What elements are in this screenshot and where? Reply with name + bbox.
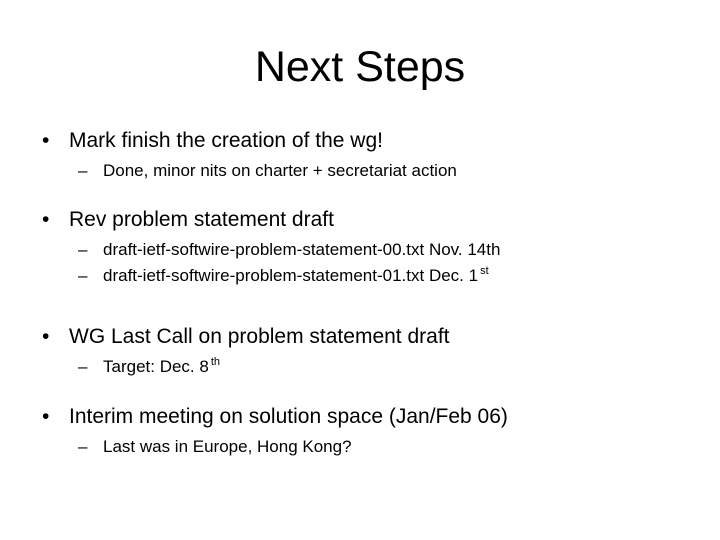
sub-text: Last was in Europe, Hong Kong? <box>103 437 352 456</box>
bullet-text: Interim meeting on solution space (Jan/Feb 06) <box>69 405 508 428</box>
sub-text: draft-ietf-softwire-problem-statement-01.txt Dec. 1 <box>103 266 479 285</box>
sub-item <box>78 435 352 459</box>
dash-mark: – <box>78 240 88 259</box>
dash-mark: – <box>78 161 88 180</box>
ordinal-suffix: st <box>480 265 489 277</box>
bullet-mark: • <box>42 325 50 348</box>
ordinal-suffix: th <box>210 356 221 368</box>
dash-mark: – <box>78 357 88 376</box>
dash-mark: – <box>78 266 88 285</box>
sub-text: Done, minor nits on charter + secretariat action <box>103 161 457 180</box>
sub-text: Target: Dec. 8 <box>103 357 209 376</box>
sub-text: draft-ietf-softwire-problem-statement-00.txt Nov. 14th <box>103 240 501 259</box>
bullet-item <box>42 403 508 431</box>
sub-item <box>78 264 489 288</box>
bullet-mark: • <box>42 405 50 428</box>
bullet-mark: • <box>42 129 50 152</box>
bullet-mark: • <box>42 208 50 231</box>
sub-item <box>78 238 500 262</box>
dash-mark: – <box>78 437 88 456</box>
bullet-item <box>42 206 334 234</box>
sub-item <box>78 159 457 183</box>
slide-title: Next Steps <box>254 43 466 91</box>
bullet-item <box>42 127 383 155</box>
bullet-text: WG Last Call on problem statement draft <box>69 325 450 348</box>
bullet-text: Mark finish the creation of the wg! <box>69 129 383 152</box>
bullet-text: Rev problem statement draft <box>69 208 334 231</box>
sub-item <box>78 355 220 379</box>
bullet-item <box>42 323 450 351</box>
